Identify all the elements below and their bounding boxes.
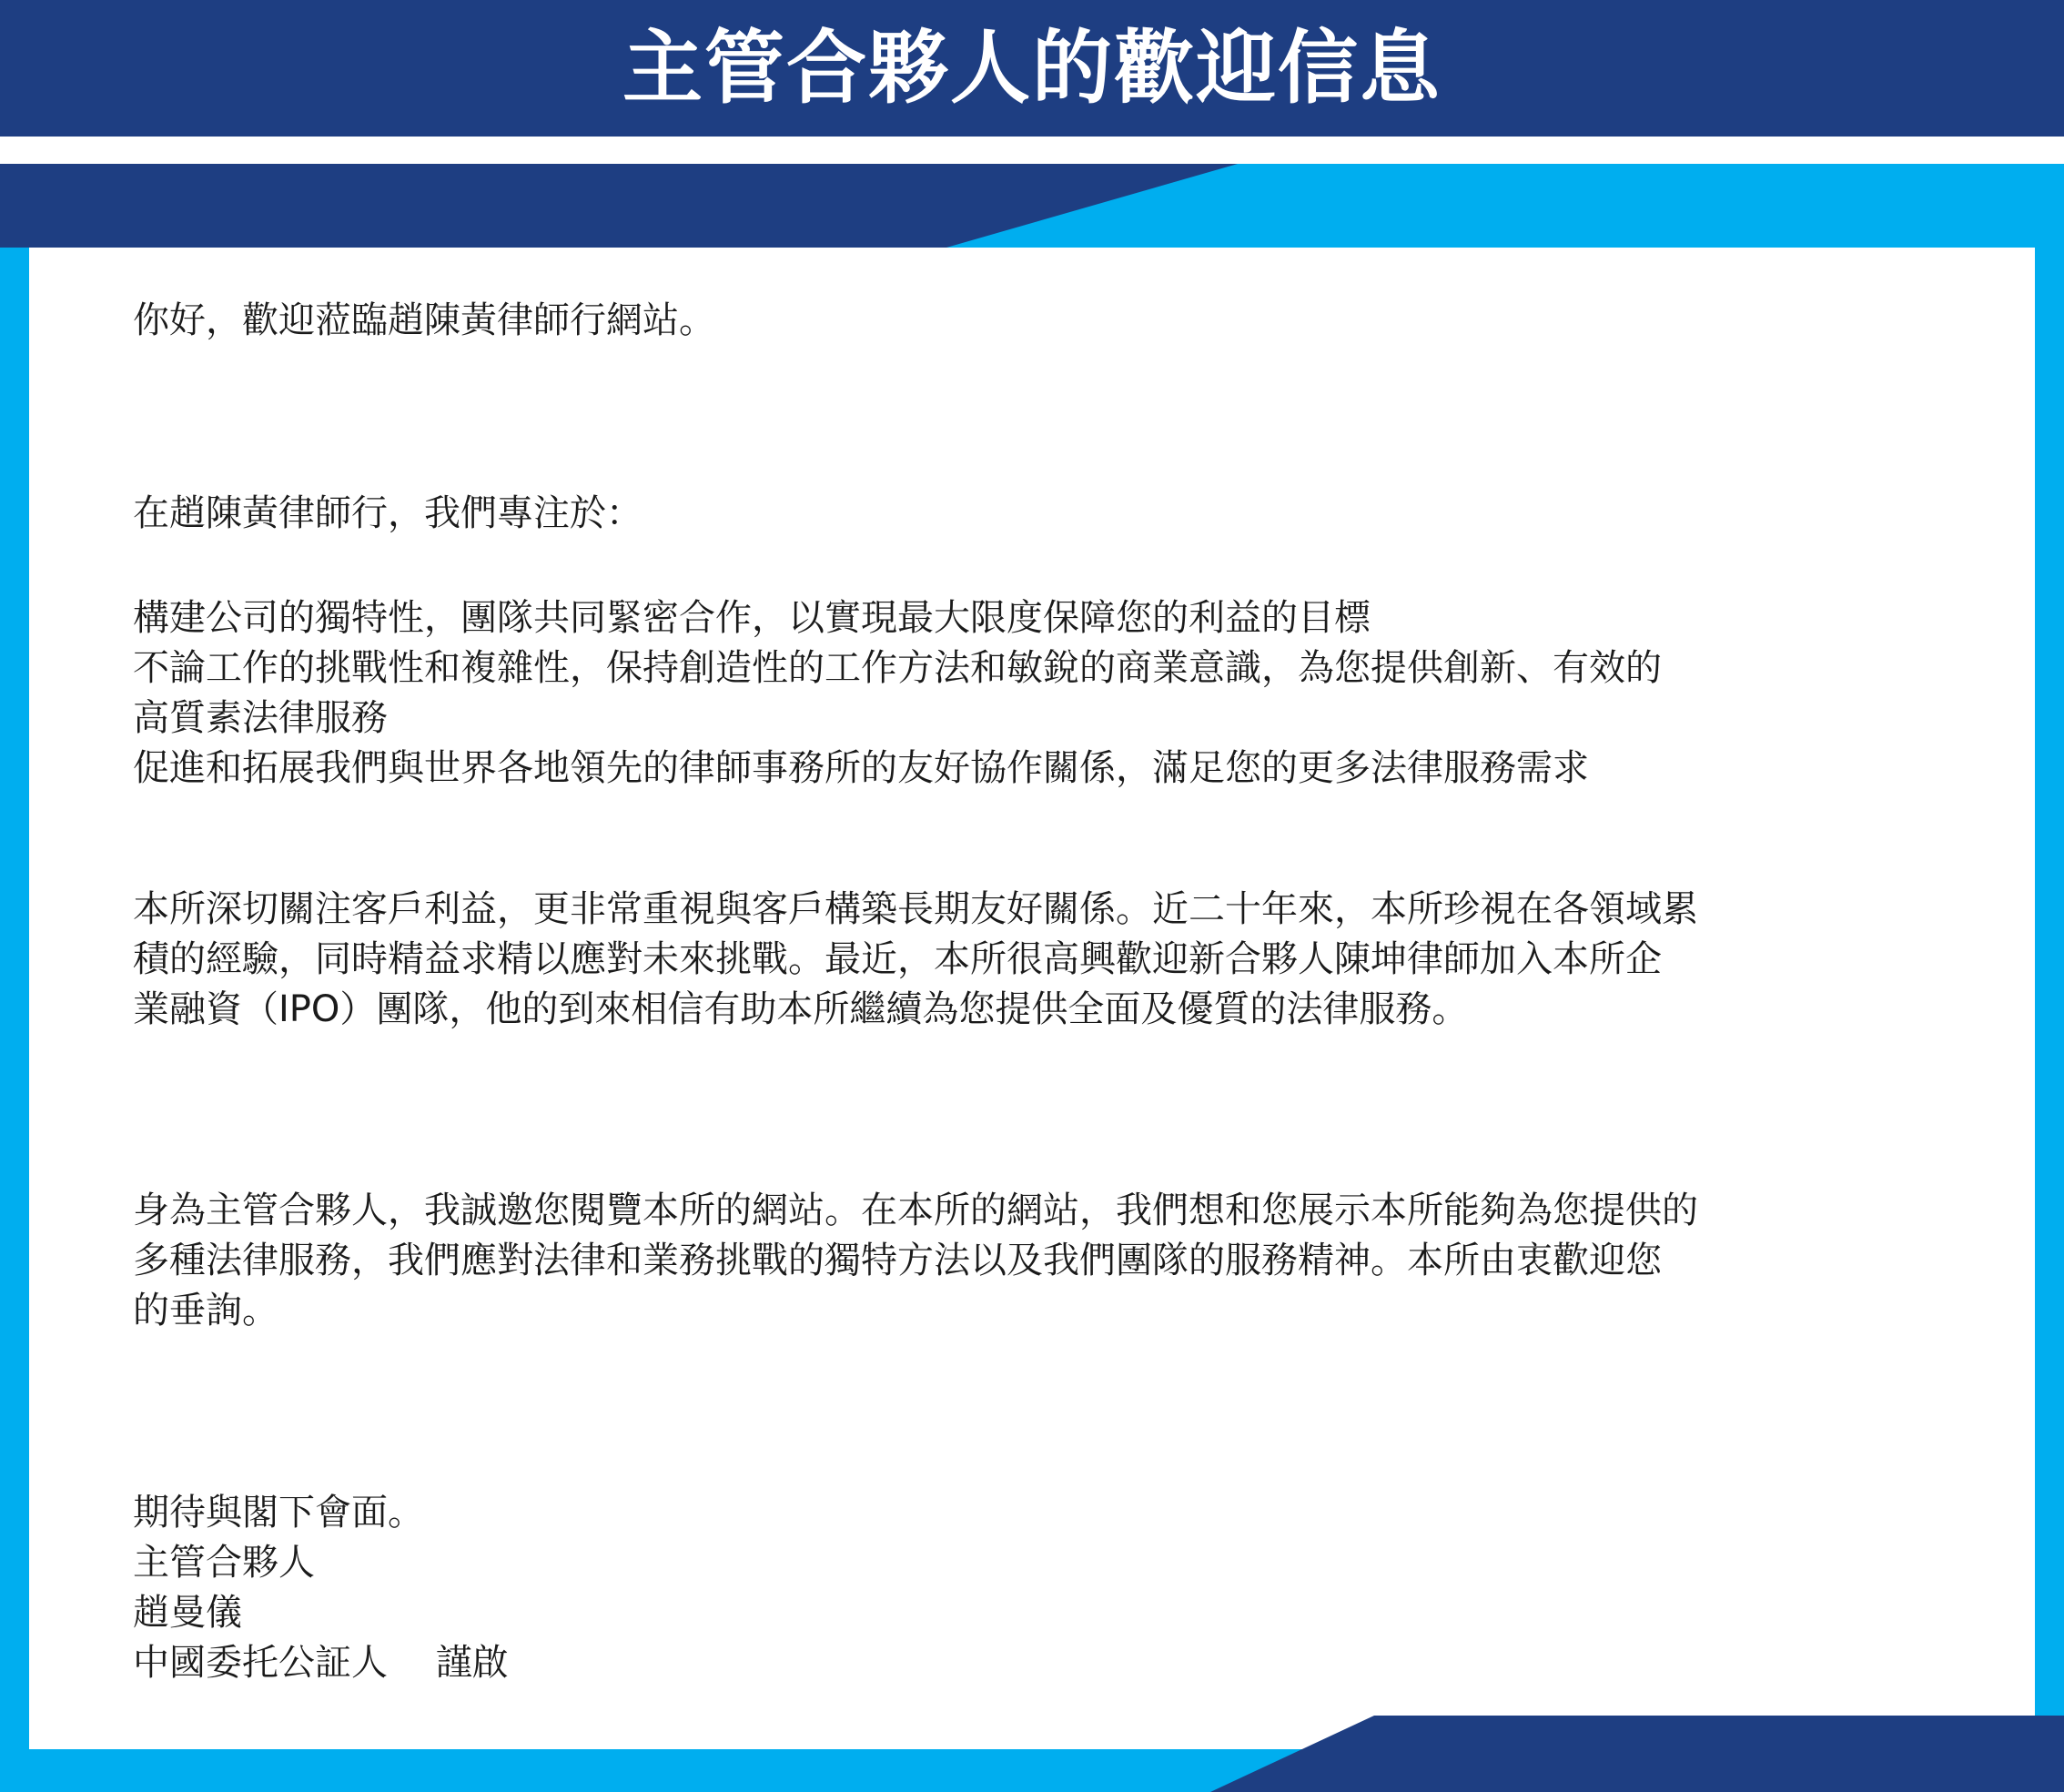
focus-item: 高質素法律服務	[133, 697, 388, 739]
greeting-block	[133, 296, 1944, 346]
paragraph-line: 的垂詢。	[133, 1290, 278, 1331]
paragraph-client-focus	[133, 885, 1944, 1035]
paragraph-invitation	[133, 1186, 1944, 1336]
paragraph-line: 積的經驗，同時精益求精以應對未來挑戰。最近，本所很高興歡迎新合夥人陳坤律師加入本所企	[133, 938, 1662, 980]
focus-item: 促進和拓展我們與世界各地領先的律師事務所的友好協作關係，滿足您的更多法律服務需求	[133, 747, 1589, 789]
paragraph-line: 身為主管合夥人，我誠邀您閱覽本所的網站。在本所的網站，我們想和您展示本所能夠為您提供的	[133, 1190, 1698, 1231]
signature-block	[133, 1488, 1944, 1688]
paragraph-line: 業融資（IPO）團隊，他的到來相信有助本所繼續為您提供全面及優質的法律服務。	[133, 988, 1469, 1030]
signer-role: 主管合夥人	[133, 1542, 315, 1584]
title-banner	[0, 0, 2064, 137]
closing-line: 期待與閣下會面。	[133, 1492, 424, 1534]
focus-intro-block	[133, 489, 1944, 539]
signer-title: 中國委托公証人 謹啟	[133, 1642, 509, 1684]
page-title: 主管合夥人的歡迎信息	[622, 21, 1442, 115]
greeting-line: 你好，歡迎蒞臨趙陳黃律師行網站。	[133, 299, 715, 341]
signer-name: 趙曼儀	[133, 1592, 242, 1634]
paragraph-line: 本所深切關注客戶利益，更非常重視與客戶構築長期友好關係。近二十年來，本所珍視在各領域累	[133, 888, 1698, 930]
paragraph-line: 多種法律服務，我們應對法律和業務挑戰的獨特方法以及我們團隊的服務精神。本所由衷歡迎您	[133, 1240, 1662, 1281]
focus-item: 構建公司的獨特性，團隊共同緊密合作，以實現最大限度保障您的利益的目標	[133, 597, 1371, 639]
focus-list	[133, 593, 1944, 794]
focus-item: 不論工作的挑戰性和複雜性，保持創造性的工作方法和敏銳的商業意識，為您提供創新、有效的	[133, 647, 1662, 689]
focus-intro-line: 在趙陳黃律師行，我們專注於：	[133, 492, 642, 534]
title-gap	[0, 137, 2064, 164]
